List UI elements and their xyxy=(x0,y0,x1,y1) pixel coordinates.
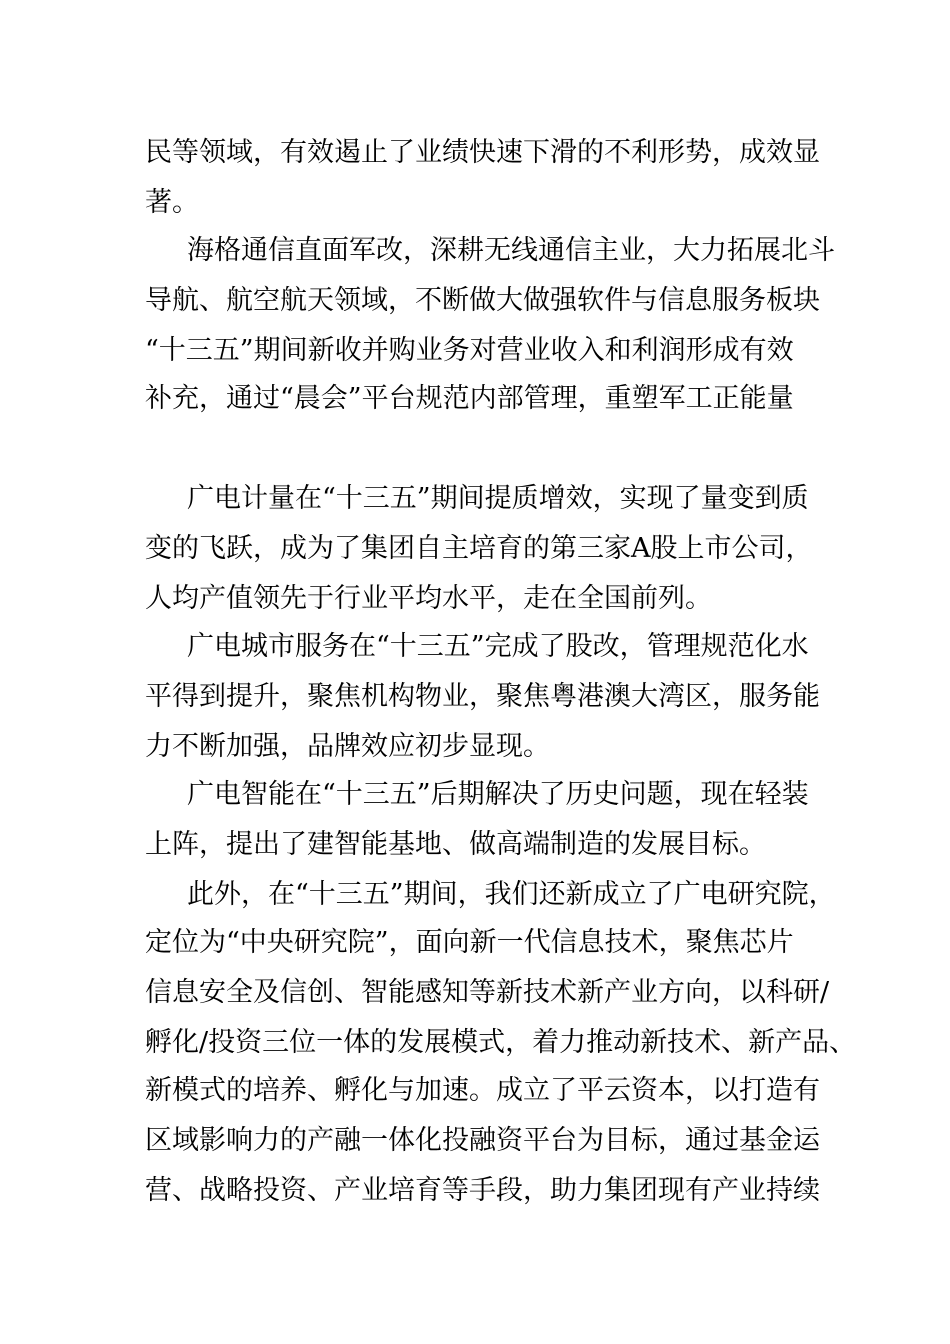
paragraph-first-line: 此外，在“十三五”期间，我们还新成立了广电研究院， xyxy=(187,879,836,910)
text-line: 导航、航空航天领域，不断做大做强软件与信息服务板块 xyxy=(145,285,820,316)
text-line: 信息安全及信创、智能感知等新技术新产业方向，以科研/ xyxy=(145,977,830,1008)
text-line: 变的飞跃，成为了集团自主培育的第三家A股上市公司， xyxy=(145,533,813,564)
paragraph-first-line: 广电智能在“十三五”后期解决了历史问题，现在轻装 xyxy=(187,779,809,810)
paragraph-first-line: 广电城市服务在“十三五”完成了股改，管理规范化水 xyxy=(187,631,809,662)
text-line: 区域影响力的产融一体化投融资平台为目标，通过基金运 xyxy=(145,1125,820,1156)
text-line: 孵化/投资三位一体的发展模式，着力推动新技术、新产品、 xyxy=(145,1027,857,1058)
text-line: “十三五”期间新收并购业务对营业收入和利润形成有效 xyxy=(145,335,794,366)
paragraph-first-line: 海格通信直面军改，深耕无线通信主业，大力拓展北斗 xyxy=(187,235,835,266)
text-line: 民等领域，有效遏止了业绩快速下滑的不利形势，成效显 xyxy=(145,137,820,168)
text-line: 平得到提升，聚焦机构物业，聚焦粤港澳大湾区，服务能 xyxy=(145,681,820,712)
text-line: 新模式的培养、孵化与加速。成立了平云资本，以打造有 xyxy=(145,1075,820,1106)
text-line: 人均产值领先于行业平均水平，走在全国前列。 xyxy=(145,583,712,614)
text-line: 力不断加强，品牌效应初步显现。 xyxy=(145,731,550,762)
paragraph-first-line: 广电计量在“十三五”期间提质增效，实现了量变到质 xyxy=(187,483,809,514)
text-line: 著。 xyxy=(145,187,199,218)
text-line: 定位为“中央研究院”，面向新一代信息技术，聚焦芯片 xyxy=(145,927,794,958)
text-line: 上阵，提出了建智能基地、做高端制造的发展目标。 xyxy=(145,829,766,860)
text-line: 营、战略投资、产业培育等手段，助力集团现有产业持续 xyxy=(145,1175,820,1206)
text-line: 补充，通过“晨会”平台规范内部管理，重塑军工正能量 xyxy=(145,383,794,414)
